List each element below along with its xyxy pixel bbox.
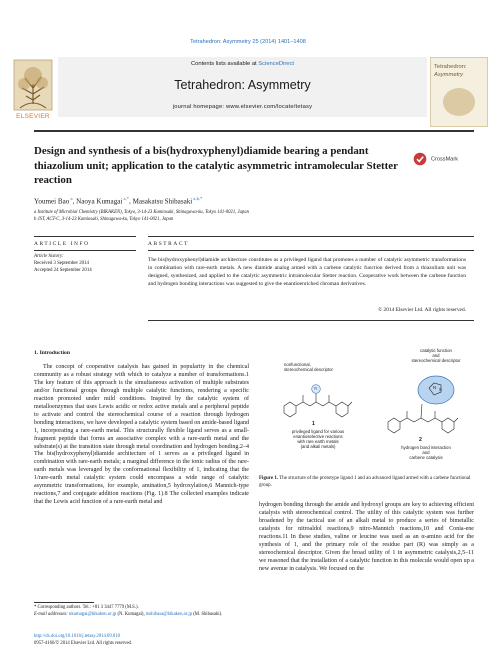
compound-1-structure [284,394,352,417]
abstract-rule-bottom [148,320,474,321]
figure-1-scheme [276,342,476,472]
author-affiliation-sup[interactable]: a,* [122,196,130,201]
footnote-rule [34,602,94,603]
author-name[interactable]: Masakatsu Shibasaki [132,197,193,206]
abstract-text: The bis(hydroxyphenyl)diamide architecture constitutes as a privileged ligand that promotes a number of catalytic asymmetric transformations in combination with rare-earth metals. A new diamide analog armed with a carbene catalytic function derived from a thiazolium unit was designed, synthesized, and applied to the catalytic asymmetric intramolecular Stetter reaction. Cooperative work between the carbene function and hydrogen bonding interactions was suggested to give the enantioenriched chroman derivatives. [148,257,466,287]
abstract-heading: ABSTRACT [148,241,189,247]
contents-line: Contents lists available at ScienceDirect [190,61,295,67]
journal-reference-link[interactable]: Tetrahedron: Asymmetry 25 (2014) 1401–1408 [190,39,306,45]
introduction-paragraph: The concept of cooperative catalysis has gained in popularity in the chemical community as a robust strategy with which to catalyze a number of transformations.1 The key feature of this approach is the simultaneous activation of multiple substrates and/or functional groups through multiple catalytic functions, rendering a specific reaction promoted under mild conditions. Inspired by the catalytic system of metalloenzymes that uses Lewis acidic or redox active metals and a peripheral peptide to activate and control the stereochemical course of a reaction through hydrogen bonding interactions, we have developed a catalytic system based on amide-based ligand 1, incorporating a rare-earth metal. This structurally flexible ligand serves as a small-fragment peptide that forms an associative complex with a rare-earth metal and the substrate(s) at the transition state through metal coordination and hydrogen bonding.2–4 The bis(hydroxyphenyl)diamide architecture of 1 serves as a privileged ligand in combination with rare-earth metals; a marginal difference in the ionic radius of the rare-earth metals was leveraged by the conformational flexibility of 1, indicating that the 1/rare-earth metal catalytic system could encompass a wide range of catalytic asymmetric transformations, for example, amination,5 hydroxylation,6 Mannich-type reactions,7 and conjugate addition reactions (Fig. 1).8 The collected examples indicate that the Lewis acid function of a rare-earth metal and [34,364,249,506]
crossmark-icon [413,152,427,166]
email-link-kumagai[interactable]: nkumagai@bikaken.or.jp [68,611,117,617]
affiliation-b: b JST, ACT-C, 3-14-23 Kamiosaki, Shinagawa-ku, Tokyo 141-0021, Japan [34,217,174,222]
doi-link[interactable]: http://dx.doi.org/10.1016/j.tetasy.2014.09.010 [34,634,120,639]
article-info-heading: ARTICLE INFO [34,241,90,247]
compound-2-description: hydrogen bond interaction and carbene catalysis [401,445,451,460]
sulfur-label: S [439,387,442,392]
cover-graphic [443,88,475,116]
info-rule-mid [34,250,136,251]
crossmark-label: CrossMark [431,156,459,163]
email-label: E-mail addresses: [34,611,69,617]
abstract-copyright: © 2014 Elsevier Ltd. All rights reserved. [378,307,466,313]
journal-cover-image [430,57,488,127]
journal-homepage-link[interactable]: journal homepage: www.elsevier.com/locate/tetasy [172,104,313,110]
corresponding-author-note: * Corresponding authors. Tel.: +81 3 3447 7779 (M.S.). [34,605,139,610]
figure-1-caption: Figure 1. The structure of the prototype ligand 1 and an advanced ligand armed with a carbene functional group. [259,476,472,488]
author-name[interactable]: Youmei Bao [34,197,70,206]
compound-1-number: 1 [312,421,315,427]
footnotes: * Corresponding authors. Tel.: +81 3 3447 7779 (M.S.). E-mail addresses: nkumagai@bikaken.or.jp (N. Kumagai), mshibasa@bikaken.or.jp (M. Shibasaki). [34,605,249,618]
nitrogen-label: N [433,385,437,390]
sciencedirect-link[interactable]: ScienceDirect [258,61,295,67]
issn-line: 0957-4166/© 2014 Elsevier Ltd. All rights reserved. [34,640,133,646]
residue-r-label: R [314,386,318,391]
accepted-date: Accepted 24 September 2014 [34,267,92,273]
compound-1-description: privileged ligand for various enantioselective reactions with rare earth metals (and alkali metals) [291,429,345,449]
cover-subtitle: Asymmetry [434,72,463,78]
header-rule [34,130,474,132]
abstract-rule-top [148,236,474,237]
article-history [34,254,138,275]
compound-2-structure [388,404,458,433]
bottom-info [34,634,249,647]
abstract-rule-mid [148,250,474,251]
author-name[interactable]: Naoya Kumagai [76,197,123,206]
left-annotation: nonfunctional, stereochemical descriptor [284,362,333,372]
compound-2-number: 2 [419,437,422,443]
info-rule-top [34,236,136,237]
crossmark-badge[interactable] [413,150,458,168]
thiazolium-highlight [418,376,454,404]
author-affiliation-sup[interactable]: a,b,* [192,196,203,201]
section-heading-introduction: 1. Introduction [34,350,70,356]
history-label: Article history: [34,254,64,259]
article-title: Design and synthesis of a bis(hydroxyphenyl)diamide bearing a pendant thiazolium unit; application to the catalytic asymmetric intramolecular Stetter reaction [34,145,398,186]
cover-title: Tetrahedron: [434,64,467,70]
elsevier-logo [12,58,54,124]
author-affiliation-sup[interactable]: a [69,196,73,201]
email-link-shibasaki[interactable]: mshibasa@bikaken.or.jp [145,611,193,617]
right-annotation: catalytic function and stereochemical descriptor [411,348,461,363]
received-date: Received 3 September 2014 [34,260,90,266]
affiliation-a: a Institute of Microbial Chemistry (BIKAKEN), Tokyo, 3-14-23 Kamiosaki, Shinagawa-ku, Tokyo 141-0021, Japan [34,210,249,215]
author-list: Youmei Bao $^a$, Naoya Kumagai $^{a,*}$, Masakatsu Shibasaki $^{a,b,*}$ [34,196,203,206]
right-column-paragraph: hydrogen bonding through the amide and hydroxyl groups are key to achieving efficient catalysis with stereochemical control. The utility of this catalytic system was further broadened by the tactical use of an alkali metal to produce a series of bimetallic catalysts for nitroaldol reactions,9 nitro-Mannich reactions,10 and Conia-ene reactions.11 In these studies, valine or leucine was used as an α-amino acid for the synthesis of 1, and the primary role of the residue part (R) was simply as a stereochemical descriptor. Given the broad utility of 1 in asymmetric catalysis,2,5–11 we reasoned that the installation of a catalytic function in this molecule would open up a new avenue in catalysis. We focused on the [259,502,474,572]
journal-title: Tetrahedron: Asymmetry [174,78,311,92]
elsevier-wordmark: ELSEVIER [16,113,50,120]
